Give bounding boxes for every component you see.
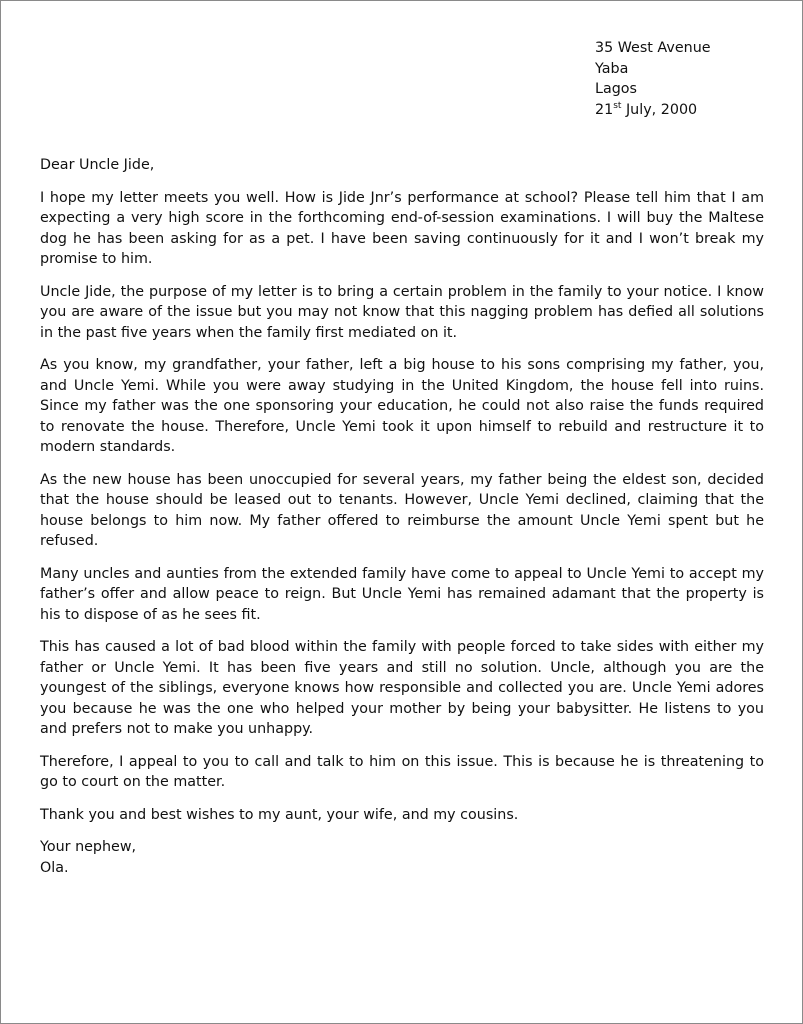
address-line-city: Lagos	[595, 81, 637, 97]
closing-phrase: Your nephew,	[40, 839, 137, 855]
salutation: Dear Uncle Jide,	[40, 157, 155, 173]
address-line-area: Yaba	[595, 60, 629, 77]
paragraph-consequences: This has caused a lot of bad blood within the family with people forced to take sides with either my father or Uncle Yemi. It has been five years and still no solution. Uncle, although you are the youngest of the siblings, everyone knows how responsible and collected you are. Uncle Yemi adores you because he was the one who helped your mother by being your babysitter. He listens to you and prefers not to make you unhappy.	[40, 639, 764, 737]
paragraph-purpose: Uncle Jide, the purpose of my letter is to bring a certain problem in the family to your notice. I know you are aware of the issue but you may not know that this nagging problem has defied all solutions in the past five years when the family first mediated on it.	[40, 283, 764, 341]
date-month-year: July, 2000	[621, 101, 698, 118]
paragraph-thanks: Thank you and best wishes to my aunt, your wife, and my cousins.	[40, 806, 519, 823]
signature-name: Ola.	[40, 859, 69, 876]
paragraph-greeting: I hope my letter meets you well. How is Jide Jnr’s performance at school? Please tell him that I am expecting a very high score in the forthcoming end-of-session examinations. I will buy the Maltese dog he has been asking for as a pet. I have been saving continuously for it and I won’t break my promise to him.	[40, 189, 764, 267]
paragraph-dispute: As the new house has been unoccupied for several years, my father being the eldest son, decided that the house should be leased out to tenants. However, Uncle Yemi declined, claiming that the house belongs to him now. My father offered to reimburse the amount Uncle Yemi spent but he refused.	[40, 471, 764, 549]
date-day: 21	[595, 101, 614, 118]
date-ordinal-suffix: st	[613, 100, 622, 111]
paragraph-family-appeal: Many uncles and aunties from the extended family have come to appeal to Uncle Yemi to accept my father’s offer and allow peace to reign. But Uncle Yemi has remained adamant that the property is his to dispose of as he sees fit.	[40, 565, 764, 623]
paragraph-background: As you know, my grandfather, your father, left a big house to his sons comprising my father, you, and Uncle Yemi. While you were away studying in the United Kingdom, the house fell into ruins. Since my father was the one sponsoring your education, he could not also raise the funds required to renovate the house. Therefore, Uncle Yemi took it upon himself to rebuild and restructure it to modern standards.	[40, 357, 764, 455]
paragraph-request: Therefore, I appeal to you to call and talk to him on this issue. This is because he is threatening to go to court on the matter.	[40, 753, 764, 790]
address-line-street: 35 West Avenue	[595, 40, 711, 56]
letter-body	[40, 155, 764, 878]
letter-date	[595, 100, 795, 121]
sender-address	[595, 38, 795, 120]
